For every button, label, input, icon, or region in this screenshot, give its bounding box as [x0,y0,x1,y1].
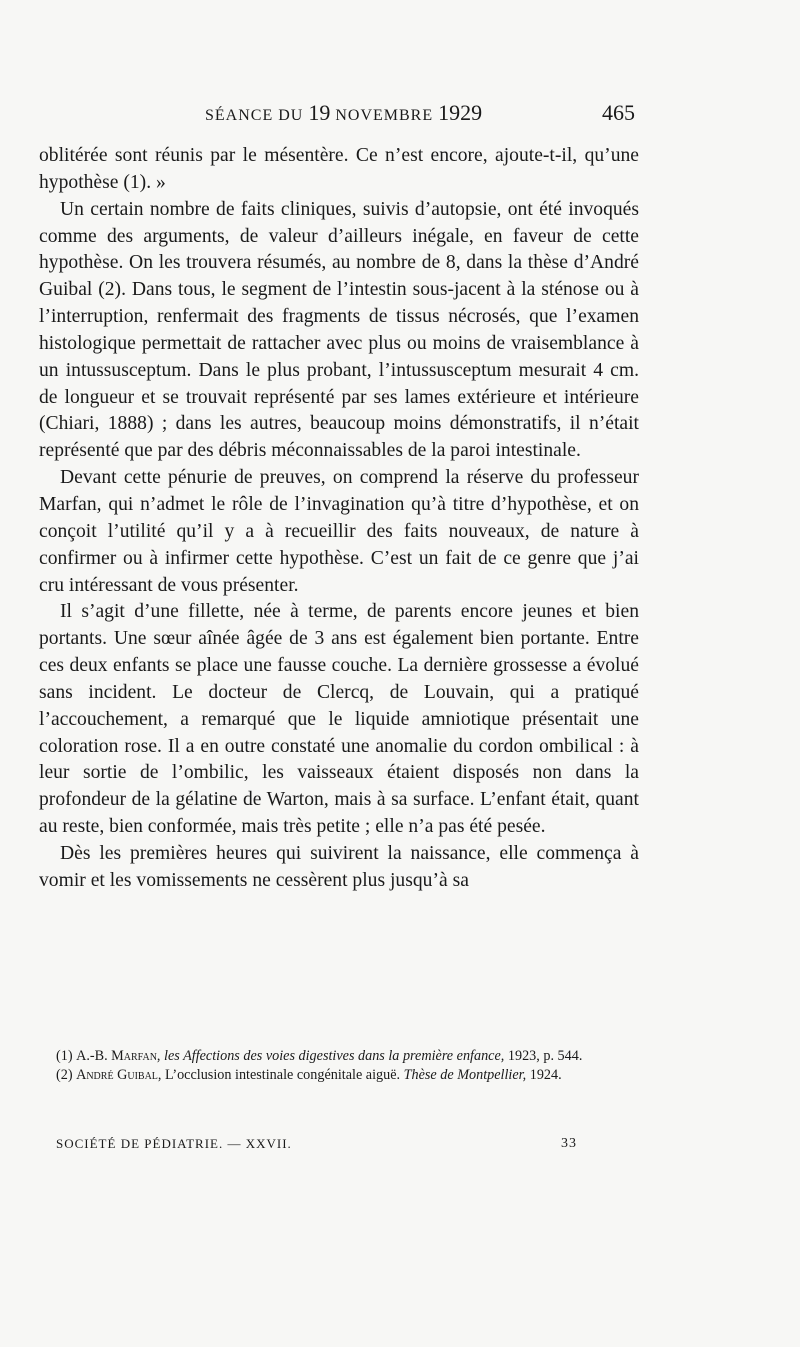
title-prefix: SÉANCE DU [205,107,309,124]
footnote-2-title: Thèse de Montpellier, [403,1067,527,1083]
page-number: 465 [602,100,635,125]
footnote-1-author: A.-B. Marfan, [76,1048,161,1064]
title-year: 1929 [438,100,483,125]
paragraph-4: Il s’agit d’une fillette, née à terme, de parents encore jeunes et bien portants. Une sœur aînée âgée de 3 ans est également bien portante. Entre ces deux enfants se place une fausse couche. La dernière grossesse a évolué sans incident. Le docteur de Clercq, de Louvain, qui a pratiqué l’accouchement, a remarqué que le liquide amniotique présentait une coloration rose. Il a en outre constaté une anomalie du cordon ombilical : à leur sortie de l’ombilic, les vaisseaux étaient disposés non dans la profondeur de la gélatine de Warton, mais à sa surface. L’enfant était, quant au reste, bien conformée, mais très petite ; elle n’a pas été pesée. [39,601,639,838]
signature-line [56,1136,586,1156]
paragraph-2: Un certain nombre de faits cliniques, suivis d’autopsie, ont été invoqués comme des arguments, de valeur d’ailleurs inégale, en faveur de cette hypothèse. On les trouvera résumés, au nombre de 8, dans la thèse d’André Guibal (2). Dans tous, le segment de l’intestin sous-jacent à la sténose ou à l’interruption, renfermait des fragments de tissus nécrosés, que l’examen histologique permettait de rattacher avec plus ou moins de vraisemblance à un intussusceptum. Dans le plus probant, l’intussusceptum mesurait 4 cm. de longueur et se trouvait représenté par ses lames extérieure et intérieure (Chiari, 1888) ; dans les autres, beaucoup moins démonstratifs, il n’était représenté que par des débris méconnaissables de la paroi intestinale. [39,198,639,462]
title-month: NOVEMBRE [330,107,439,124]
paragraph-1: oblitérée sont réunis par le mésentère. Ce n’est encore, ajoute-t-il, qu’une hypothèse (1). » [39,145,639,193]
footnote-1 [39,1047,639,1066]
footnote-1-number: (1) [56,1048,77,1064]
footnote-2 [39,1066,639,1085]
footnote-2-author: André Guibal, [76,1067,162,1083]
footnote-1-rest: 1923, p. 544. [504,1048,583,1064]
body-text [39,143,639,895]
title-day: 19 [308,100,331,125]
signature-number: 33 [561,1136,577,1151]
footnote-2-text: L’occlusion intestinale congénitale aiguë. [161,1067,404,1083]
paragraph-5: Dès les premières heures qui suivirent la naissance, elle commença à vomir et les vomissements ne cessèrent plus jusqu’à sa [39,842,639,891]
footnote-1-title: les Affections des voies digestives dans la première enfance, [160,1048,505,1064]
signature-label: SOCIÉTÉ DE PÉDIATRIE. — XXVII. [56,1136,292,1151]
paragraph-3: Devant cette pénurie de preuves, on comprend la réserve du professeur Marfan, qui n’admet le rôle de l’invagination qu’à titre d’hypothèse, et on conçoit l’utilité qu’il y a à recueillir des faits nouveaux, de nature à confirmer ou à infirmer cette hypothèse. C’est un fait de ce genre que j’ai cru intéressant de vous présenter. [39,467,639,596]
running-head [40,100,640,130]
footnotes [39,1047,639,1085]
running-head-title [205,100,482,126]
footnote-2-number: (2) [56,1067,77,1083]
footnote-2-rest: 1924. [526,1067,562,1083]
